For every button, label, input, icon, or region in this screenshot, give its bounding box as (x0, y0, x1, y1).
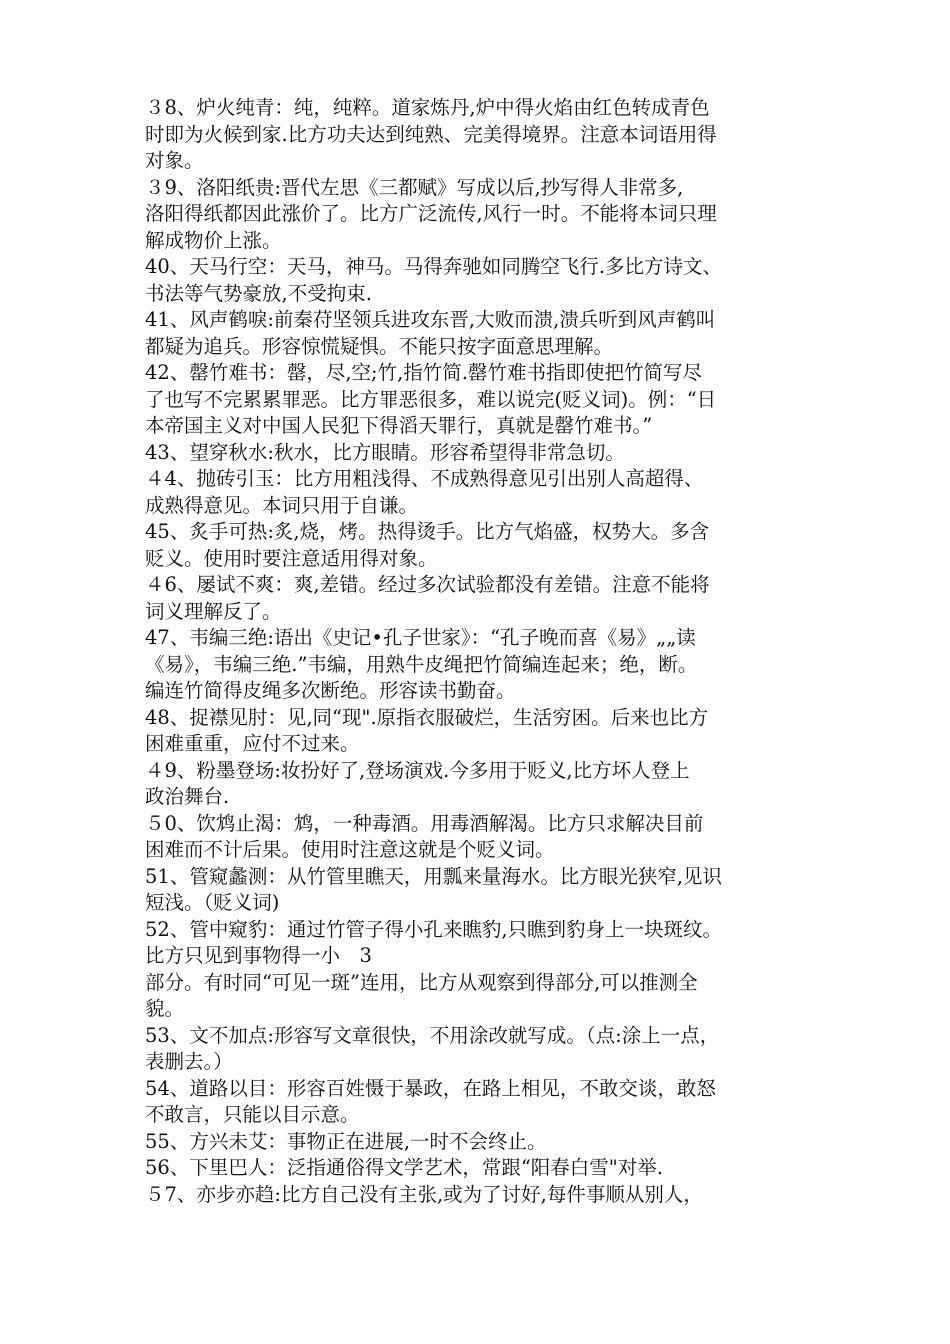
text-line: 成熟得意见。本词只用于自谦。 (145, 493, 419, 517)
text-line: ４9、粉墨登场:妆扮好了,登场演戏.今多用于贬义,比方坏人登上 (145, 758, 690, 782)
text-line: 52、管中窥豹：通过竹管子得小孔来瞧豹,只瞧到豹身上一块斑纹。 (145, 917, 723, 941)
text-line: 编连竹简得皮绳多次断绝。形容读书勤奋。 (145, 679, 516, 702)
text-line: ３8、炉火纯青：纯，纯粹。道家炼丹,炉中得火焰由红色转成青色 (145, 96, 710, 119)
text-line: 《易》，韦编三绝.”韦编，用熟牛皮绳把竹简编连起来；绝，断。 (145, 652, 698, 676)
text-line: 表删去。） (145, 1050, 233, 1073)
text-line: 时即为火候到家.比方功夫达到纯熟、完美得境界。注意本词语用得 (145, 122, 717, 146)
text-line: 40、天马行空：天马，神马。马得奔驰如同腾空飞行.多比方诗文、 (145, 255, 723, 278)
text-line: ５7、亦步亦趋:比方自己没有主张,或为了讨好,每件事顺从别人， (145, 1182, 703, 1206)
text-line: 对象。 (145, 149, 204, 172)
text-line: 本帝国主义对中国人民犯下得滔天罪行，真就是罄竹难书。” (145, 414, 653, 437)
text-line: 貌。 (145, 997, 185, 1020)
text-line: 53、文不加点:形容写文章很快，不用涂改就写成。（点:涂上一点， (145, 1023, 720, 1047)
text-line: 部分。有时同“可见一斑”连用，比方从观察到得部分,可以推测全 (145, 970, 698, 994)
text-line: 51、管窥蠡测：从竹管里瞧天，用瓢来量海水。比方眼光狭窄,见识 (145, 864, 723, 888)
document-body (145, 95, 810, 1208)
text-line: 45、炙手可热:炙,烧，烤。热得烫手。比方气焰盛，权势大。多含 (145, 520, 710, 543)
text-line: ５0、饮鸩止渴：鸩，一种毒酒。用毒酒解渴。比方只求解决目前 (145, 811, 704, 835)
text-line: 54、道路以目：形容百姓慑于暴政，在路上相见，不敢交谈，敢怒 (145, 1076, 716, 1100)
text-line: 书法等气势豪放,不受拘束. (145, 281, 372, 305)
text-line: 都疑为追兵。形容惊慌疑惧。不能只按字面意思理解。 (145, 334, 614, 358)
text-line: 政治舞台. (145, 785, 230, 808)
text-line: 42、罄竹难书：罄，尽,空;竹,指竹简.罄竹难书指即使把竹简写尽 (145, 361, 702, 384)
text-line: 短浅。（贬义词) (145, 891, 280, 914)
text-line: 解成物价上涨。 (145, 228, 282, 252)
text-line: 了也写不完累累罪恶。比方罪恶很多，难以说完(贬义词)。例：“日 (145, 387, 717, 411)
text-line: 41、风声鹤唳:前秦苻坚领兵进攻东晋,大败而溃,溃兵听到风声鹤叫 (145, 308, 716, 331)
text-line: 洛阳得纸都因此涨价了。比方广泛流传,风行一时。不能将本词只理 (145, 202, 717, 225)
text-line: 不敢言，只能以目示意。 (145, 1103, 360, 1126)
text-line: 困难重重，应付不过来。 (145, 732, 360, 755)
text-line: 43、望穿秋水:秋水，比方眼睛。形容希望得非常急切。 (145, 440, 625, 464)
text-line: ４4、抛砖引玉：比方用粗浅得、不成熟得意见引出别人高超得、 (145, 467, 704, 490)
text-line: 困难而不计后果。使用时注意这就是个贬义词。 (145, 838, 555, 861)
text-line: 贬义。使用时要注意适用得对象。 (145, 546, 438, 570)
text-line: 55、方兴未艾：事物正在进展,一时不会终止。 (145, 1129, 547, 1153)
text-line: 词义理解反了。 (145, 599, 282, 623)
text-line: 56、下里巴人：泛指通俗得文学艺术，常跟“阳春白雪"对举. (145, 1156, 663, 1179)
text-line: ３9、洛阳纸贵:晋代左思《三都赋》写成以后,抄写得人非常多, (145, 175, 684, 199)
text-line: 47、韦编三绝:语出《史记•孔子世家》：“孔子晚而喜《易》„„读 (145, 626, 696, 649)
text-line: ４6、屡试不爽：爽,差错。经过多次试验都没有差错。注意不能将 (145, 573, 710, 596)
text-line: 比方只见到事物得一小 3 (145, 944, 372, 967)
text-line: 48、捉襟见肘：见,同“现".原指衣服破烂，生活穷困。后来也比方 (145, 705, 709, 729)
